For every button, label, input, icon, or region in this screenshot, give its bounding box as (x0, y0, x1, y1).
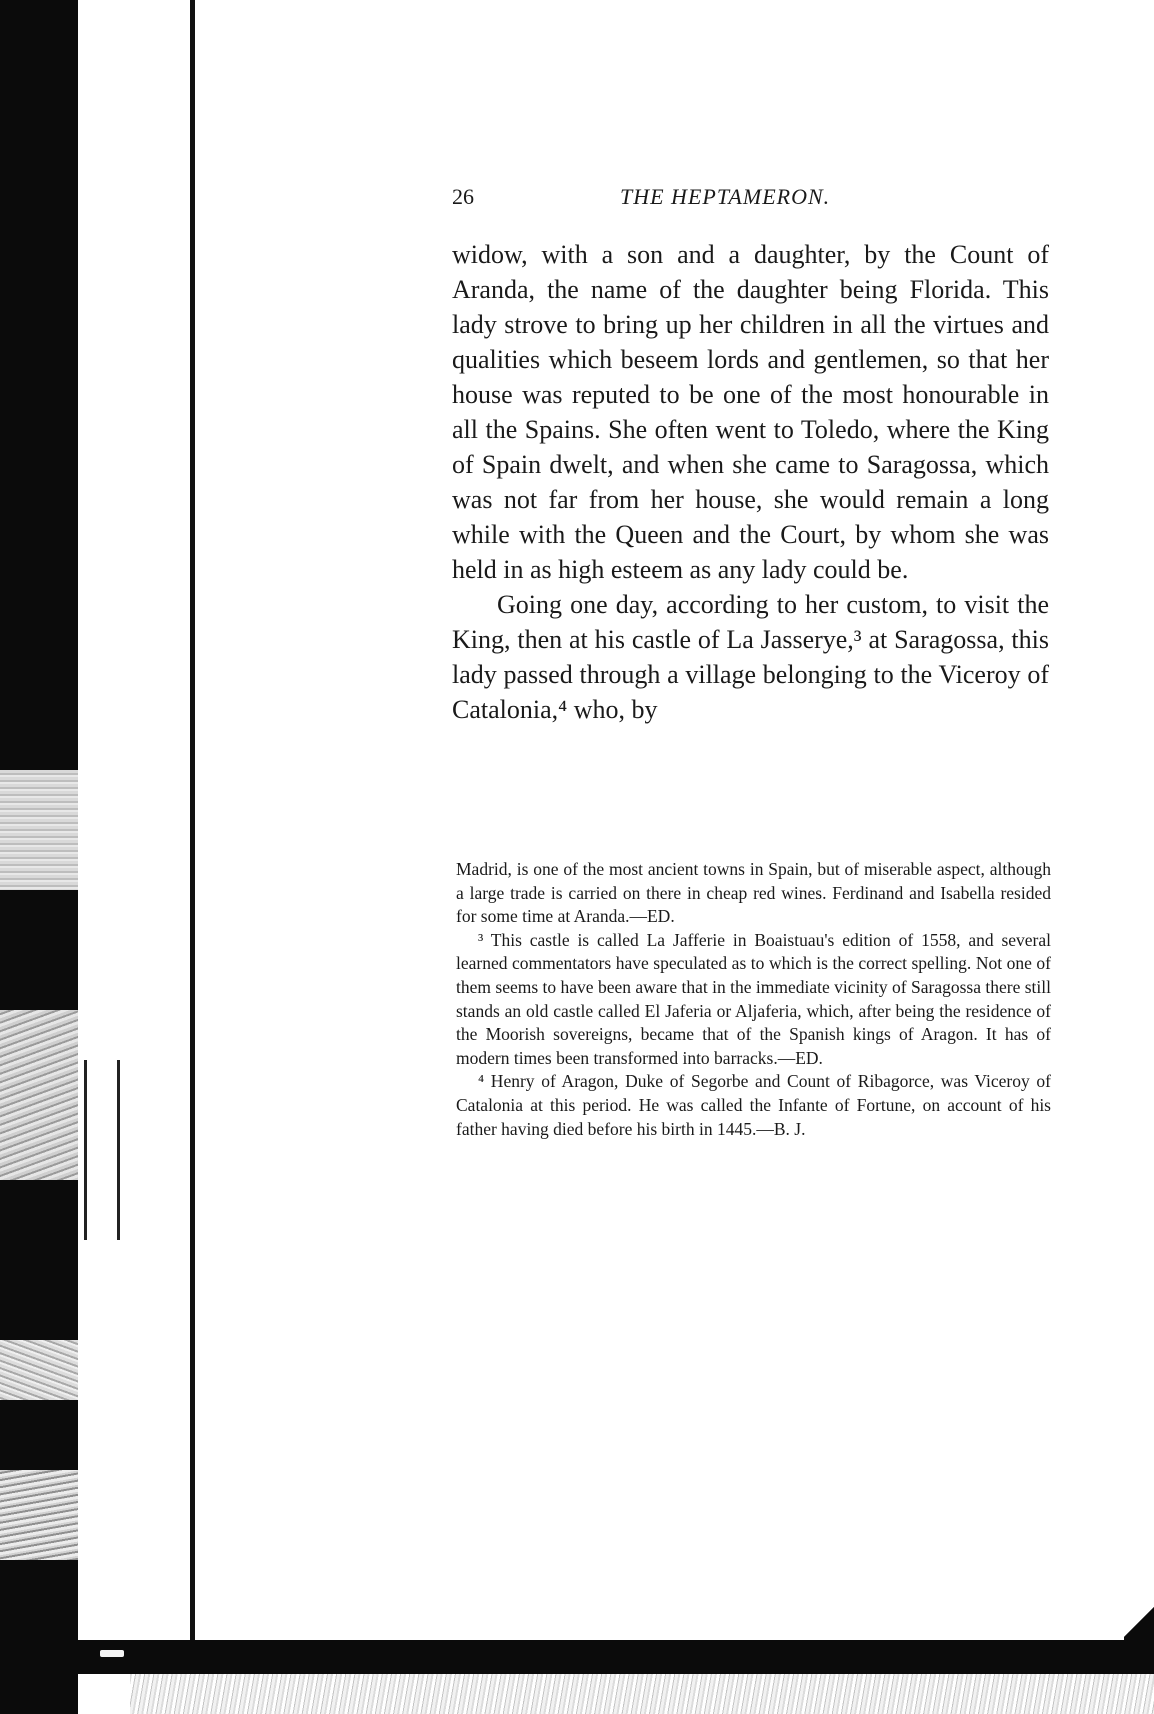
footnote: ³ This castle is called La Jafferie in Boaistuau's edition of 1558, and several learned commentators have speculated as to which is the correct spelling. Not one of them seems to have been aware that in the immediate vicinity of Saragossa there still stands an old castle called El Jaferia or Aljaferia, which, after being the residence of the Moorish sovereigns, became that of the Spanish kings of Aragon. It has of modern times been transformed into barracks.—ED. (456, 929, 1051, 1068)
footnotes (456, 858, 1051, 1141)
scan-artifact (100, 1650, 124, 1657)
footnote: ⁴ Henry of Aragon, Duke of Segorbe and Count of Ribagorce, was Viceroy of Catalonia at this period. He was called the Infante of Fortune, on account of his father having died before his birth in 1445.—B. J. (456, 1071, 1051, 1139)
running-title: THE HEPTAMERON. (620, 184, 831, 209)
scan-gutter-line (190, 0, 195, 1640)
paragraph: widow, with a son and a daughter, by the Count of Aranda, the name of the daughter being Florida. This lady strove to bring up her children in all the virtues and qualities which beseem lords and gentlemen, so that her house was reputed to be one of the most honourable in all the Spains. She often went to Toledo, where the King of Spain dwelt, and when she came to Saragossa, which was not far from her house, she would remain a long while with the Queen and the Court, by whom she was held in as high esteem as any lady could be. (452, 240, 1049, 584)
scan-noise-patch (0, 1340, 78, 1400)
main-text (452, 237, 1049, 727)
scan-noise-patch (0, 770, 78, 890)
scan-bottom-shadow (60, 1640, 1154, 1674)
scan-noise-patch (0, 1010, 78, 1180)
running-header (452, 184, 1052, 214)
footnote-continued: Madrid, is one of the most ancient towns in Spain, but of miserable aspect, although a large trade is carried on there in cheap red wines. Ferdinand and Isabella resided for some time at Aranda.—ED. (456, 859, 1051, 927)
scan-gutter-mark (84, 1060, 120, 1240)
paragraph: Going one day, according to her custom, to visit the King, then at his castle of La Jasserye,³ at Saragossa, this lady passed through a village belonging to the Viceroy of Catalonia,⁴ who, by (452, 590, 1049, 724)
page-number: 26 (452, 184, 474, 209)
scan-page-corner (1124, 1605, 1154, 1645)
scan-noise-patch (0, 1470, 78, 1560)
scan-bottom-noise (130, 1674, 1154, 1714)
